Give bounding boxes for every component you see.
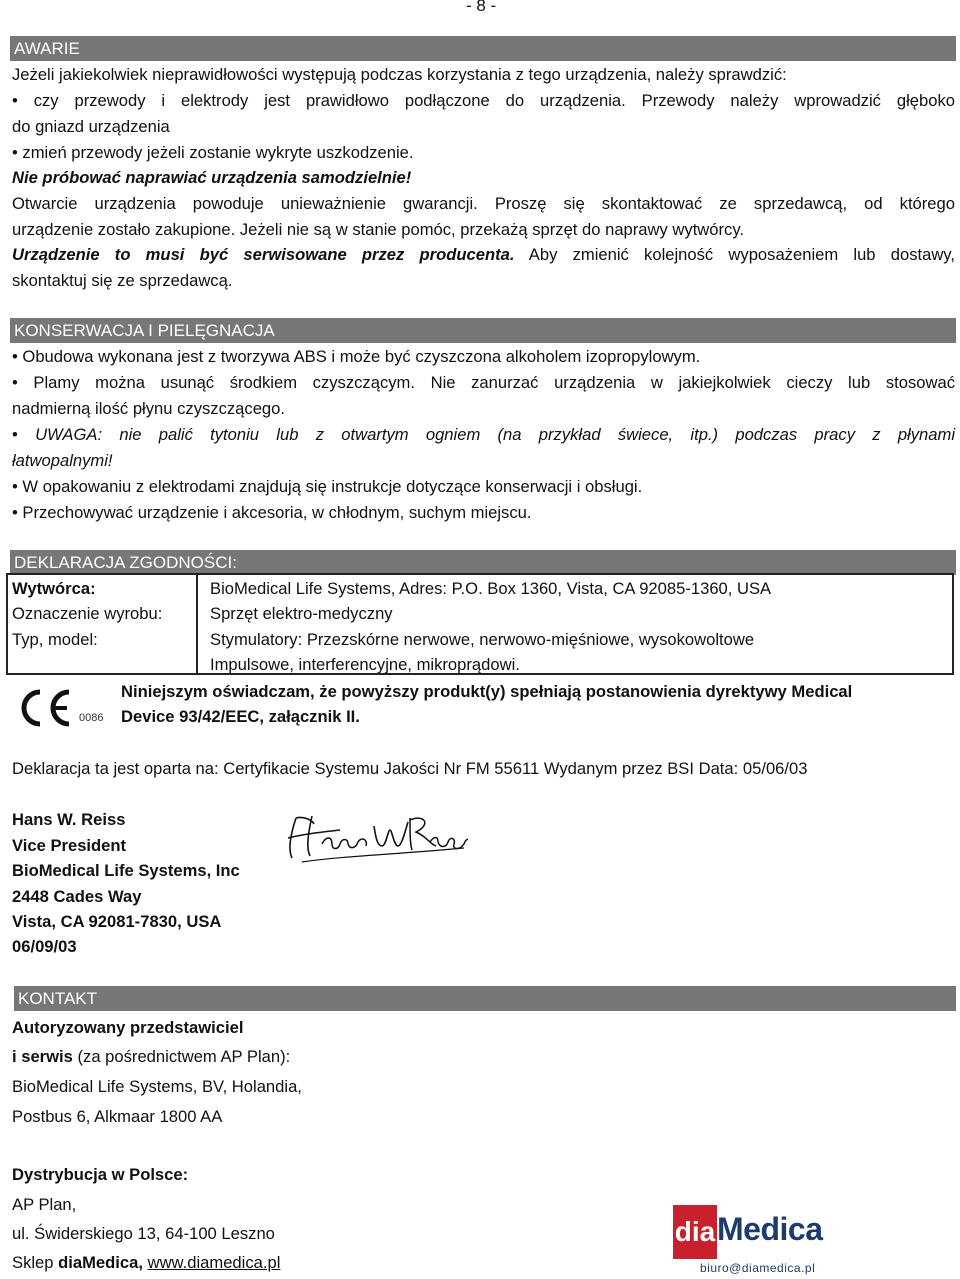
logo-medica-word: Medica [717, 1211, 823, 1247]
section-header-kontakt: KONTAKT [14, 986, 956, 1011]
rep-service-label: i serwis [12, 1047, 73, 1066]
awarie-line-2: • czy przewody i elektrody jest prawidłowo podłączone do urządzenia. Przewody należy wprowadzić głęboko [12, 91, 955, 110]
decl-value-model: Stymulatory: Przezskórne nerwowe, nerwowo-mięśniowe, wysokowoltowe [210, 630, 755, 649]
awarie-line-1: Jeżeli jakiekolwiek nieprawidłowości występują podczas korzystania z tego urządzenia, należy sprawdzić: [12, 65, 787, 84]
section-header-konserwacja: KONSERWACJA I PIELĘGNACJA [10, 318, 956, 343]
logo-email: biuro@diamedica.pl [700, 1261, 816, 1275]
decl-value-manufacturer: BioMedical Life Systems, Adres: P.O. Box 1360, Vista, CA 92085-1360, USA [210, 579, 772, 598]
declaration-statement-1: Niniejszym oświadczam, że powyższy produkt(y) spełniają postanowienia dyrektywy Medical [121, 682, 853, 701]
awarie-line-9: skontaktuj się ze sprzedawcą. [12, 271, 233, 290]
rep-line-3: BioMedical Life Systems, BV, Holandia, [12, 1077, 302, 1096]
signature-image [282, 806, 468, 866]
rep-line-4: Postbus 6, Alkmaar 1800 AA [12, 1107, 223, 1126]
awarie-line-7: urządzenie zostało zakupione. Jeżeli nie są w stanie pomóc, przekażą sprzęt do naprawy wytwórcy. [12, 220, 745, 239]
konserwacja-warning: UWAGA: nie palić tytoniu lub z otwartym ogniem (na przykład świece, itp.) podczas pracy z płynami [35, 425, 956, 444]
konserwacja-line-6: • W opakowaniu z elektrodami znajdują się instrukcje dotyczące konserwacji i obsługi. [12, 477, 643, 496]
distribution-line-1: AP Plan, [12, 1195, 77, 1214]
signatory-company: BioMedical Life Systems, Inc [12, 861, 240, 880]
logo-dia-box: dia [673, 1205, 717, 1259]
signatory-title: Vice President [12, 836, 127, 855]
declaration-table-divider [196, 575, 198, 673]
decl-value-model-2: Impulsowe, interferencyjne, mikroprądowi. [210, 655, 520, 674]
distribution-line-3 [12, 1252, 280, 1274]
distribution-line-2: ul. Świderskiego 13, 64-100 Leszno [12, 1224, 275, 1243]
awarie-line-3: do gniazd urządzenia [12, 117, 170, 136]
shop-name: diaMedica, [58, 1253, 143, 1272]
konserwacja-line-3: nadmierną ilość płynu czyszczącego. [12, 399, 286, 418]
konserwacja-line-2: • Plamy można usunąć środkiem czyszczącym. Nie zanurzać urządzenia w jakiejkolwiek cieczy lub stosować [12, 373, 955, 392]
distribution-header: Dystrybucja w Polsce: [12, 1165, 189, 1184]
rep-line-2 [12, 1046, 290, 1068]
diamedica-logo [673, 1205, 839, 1277]
konserwacja-line-4 [12, 424, 955, 446]
decl-label-manufacturer: Wytwórca: [12, 579, 96, 598]
signatory-street: 2448 Cades Way [12, 887, 142, 906]
konserwacja-bullet: • [12, 425, 36, 444]
shop-prefix: Sklep [12, 1253, 59, 1272]
awarie-line-6: Otwarcie urządzenia powoduje unieważnienie gwarancji. Proszę się skontaktować ze sprzedawcą, od którego [12, 194, 955, 213]
awarie-line-8 [12, 244, 955, 266]
page-number: - 8 - [466, 0, 497, 15]
decl-value-product: Sprzęt elektro-medyczny [210, 604, 393, 623]
decl-label-model: Typ, model: [12, 630, 98, 649]
ce-notified-body-number: 0086 [79, 712, 104, 724]
signatory-date: 06/09/03 [12, 937, 77, 956]
declaration-basis: Deklaracja ta jest oparta na: Certyfikacie Systemu Jakości Nr FM 55611 Wydanym przez BSI Data: 05/06/03 [12, 759, 808, 778]
rep-line-1: Autoryzowany przedstawiciel [12, 1018, 244, 1037]
signatory-name: Hans W. Reiss [12, 810, 126, 829]
konserwacja-line-1: • Obudowa wykonana jest z tworzywa ABS i może być czyszczona alkoholem izopropylowym. [12, 347, 701, 366]
awarie-warning: Nie próbować naprawiać urządzenia samodzielnie! [12, 168, 412, 187]
konserwacja-line-7: • Przechowywać urządzenie i akcesoria, w chłodnym, suchym miejscu. [12, 503, 532, 522]
rep-service-note: (za pośrednictwem AP Plan): [72, 1047, 291, 1066]
decl-label-product: Oznaczenie wyrobu: [12, 604, 163, 623]
awarie-line-8-rest: Aby zmienić kolejność wyposażeniem lub dostawy, [514, 245, 955, 264]
awarie-service-note: Urządzenie to musi być serwisowane przez producenta. [12, 245, 515, 264]
declaration-statement-2: Device 93/42/EEC, załącznik II. [121, 707, 360, 726]
awarie-line-4: • zmień przewody jeżeli zostanie wykryte uszkodzenie. [12, 143, 414, 162]
section-header-awarie: AWARIE [10, 36, 956, 61]
signatory-city: Vista, CA 92081-7830, USA [12, 912, 222, 931]
konserwacja-line-5: łatwopalnymi! [12, 451, 113, 470]
section-header-deklaracja: DEKLARACJA ZGODNOŚCI: [10, 550, 956, 575]
ce-mark-icon [14, 686, 74, 730]
shop-website-link[interactable]: www.diamedica.pl [147, 1253, 281, 1272]
